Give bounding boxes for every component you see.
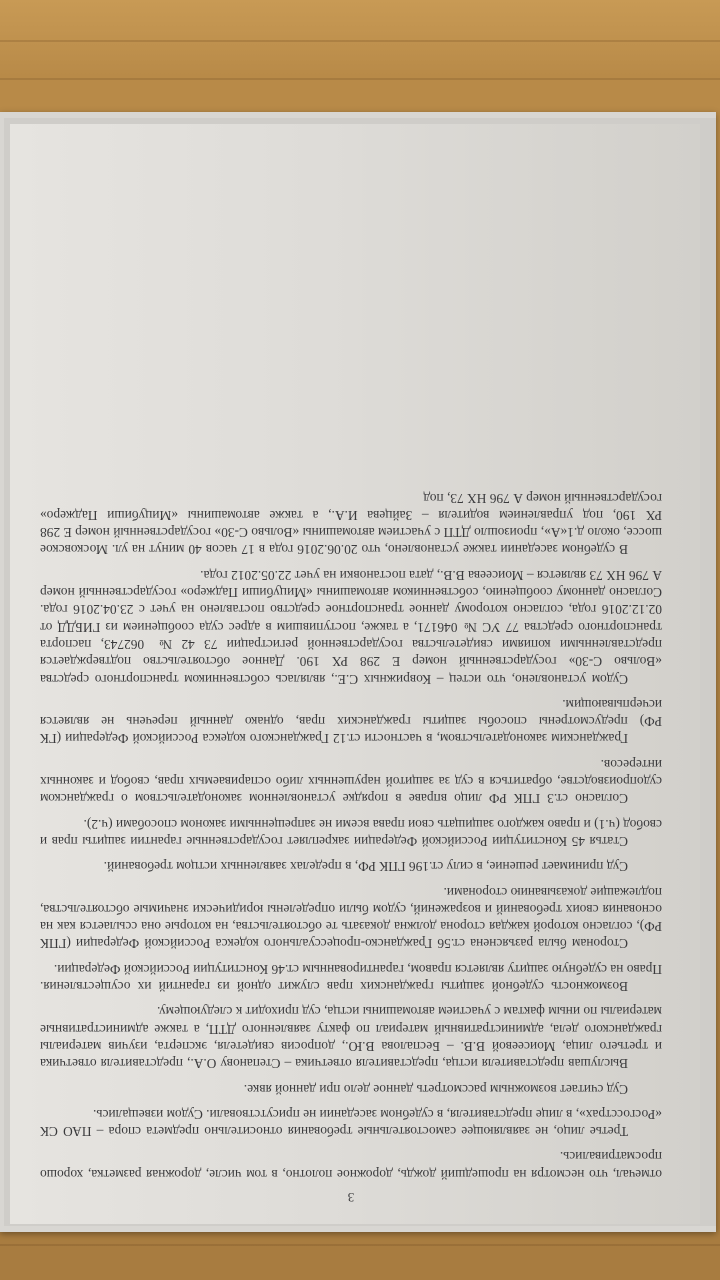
paragraph: Сторонам была разъяснена ст.56 Гражданско-процессуального кодекса Российской Федерации (ГПК РФ), согласно которой каждая сторона должна доказать те обстоятельства, на которые она ссылается как на основания своих требований и возражений, судом были определены юридически значимые обстоятельства, подлежащие доказыванию сторонами.: [40, 884, 662, 952]
paragraph: Статья 45 Конституции Российской Федерации закрепляет государственные гарантии защиты прав и свобод (ч.1) и право каждого защищать свои права всеми не запрещенными законом способами (ч.2).: [40, 816, 662, 849]
paragraph: Согласно ст.3 ГПК РФ лицо вправе в порядке установленном законодательством о гражданском судопроизводстве, обратиться в суд за защитой нарушенных либо оспариваемых прав, свобод и законных интересов.: [40, 756, 662, 807]
paragraph: Выслушав представителя истца, представителя ответчика – Степанову О.А., представителя ответчика и третьего лица, Моисеевой В.В. – Беспалова В.Ю., допросив свидетеля, эксперта, изучив материалы гражданского дела, административный материал по факту заявленного ДТП, а также административные материалы по иным фактам с участием автомашины истца, суд приходит к следующему.: [40, 1004, 662, 1072]
paragraph: отмечал, что несмотря на прошедший дождь, дорожное полотно, в том числе, дорожная разметка, хорошо просматривались.: [40, 1149, 662, 1182]
paragraph: Возможность судебной защиты гражданских прав служит одной из гарантий их осуществления. Право на судебную защиту является правом, гарантированным ст.46 Конституции Российской Федерации.: [40, 961, 662, 995]
table-grain: [0, 40, 720, 42]
table-grain: [0, 1244, 720, 1246]
document-page: [10, 124, 700, 1224]
document-body: [40, 481, 662, 1206]
paragraph: Суд считает возможным рассмотреть данное дело при данной явке.: [243, 1081, 628, 1097]
paragraph: Третье лицо, не заявляющее самостоятельные требования относительно предмета спора – ПАО СК «Росгосстрах», в лице представителя, в судебном заседании не присутствовали. Судом извещались.: [40, 1106, 662, 1140]
table-grain: [0, 78, 720, 80]
paragraph: Судом установлено, что истец – Коврижных С.Е., являлась собственником транспортного средства «Вольво С-30» государственный номер Е 298 РХ 190. Данное обстоятельство подтверждается представленными копиями свидетельства государственной регистрации 73 42 № 062743, паспорта транспортного средства 77 УС № 046171, а также, поступившим в адрес суда сообщением из ГИБДД от 02.12.2016 года, согласно которому данное транспортное средство поставлено на учет с 23.04.2016 года. Согласно данному сообщению, собственником автомашины «Мицубиши Паджеро» государственный номер А 796 НХ 73 является – Моисеева В.В., дата постановки на учет 22.05.2012 года.: [40, 567, 662, 687]
paragraph: В судебном заседании также установлено, что 20.06.2016 года в 17 часов 40 минут на ул. Московское шоссе, около д.1«А», произошло ДТП с участием автомашины «Вольво С-30» государственный номер Е 298 РХ 190, под управлением водителя – Зайцева И.А., а также автомашины «Мицубиши Паджеро» государственный номер А 796 НХ 73, под: [40, 490, 662, 558]
page-number: 3: [347, 1190, 355, 1205]
paragraph: Суд принимает решение, в силу ст.196 ГПК РФ, в пределах заявленных истцом требований.: [103, 859, 628, 875]
rotated-text-layer: [10, 124, 700, 1224]
paragraph: Гражданским законодательством, в частности ст.12 Гражданского кодекса Российской Федерации (ГК РФ) предусмотрены способы защиты гражданских прав, однако данный перечень не является исчерпывающим.: [40, 696, 662, 747]
